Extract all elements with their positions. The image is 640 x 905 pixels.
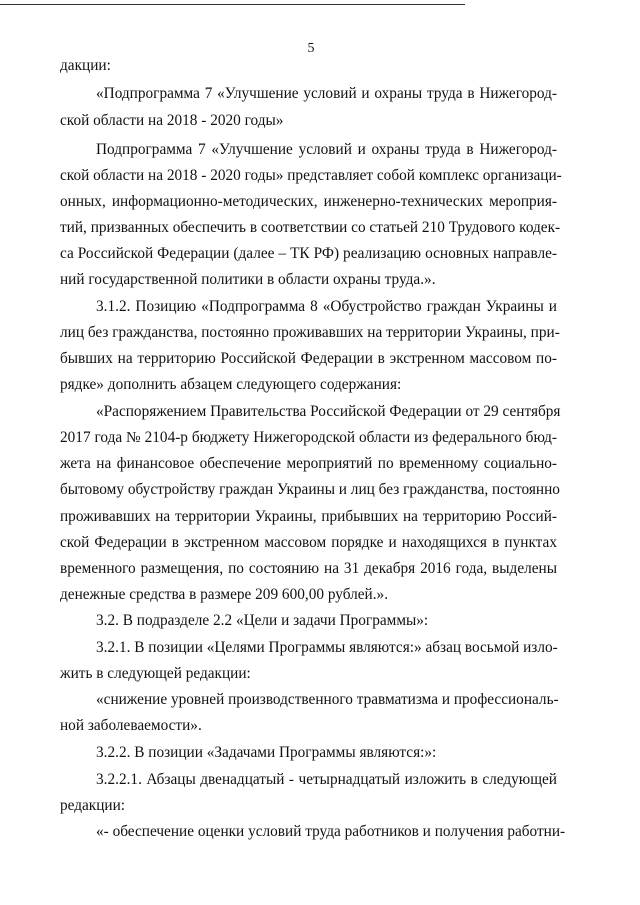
text-line: са Российской Федерации (далее – ТК РФ) реализацию основных направле-	[60, 245, 557, 262]
text-line: бывших на территорию Российской Федерации в экстренном массовом по-	[60, 350, 557, 367]
text-line: временного размещения, по состоянию на 31 декабря 2016 года, выделены	[60, 560, 557, 577]
text-line: «- обеспечение оценки условий труда работников и получения работни-	[96, 823, 566, 840]
text-line: ний государственной политики в области охраны труда.».	[60, 271, 436, 288]
text-line: 3.2.2.1. Абзацы двенадцатый - четырнадцатый изложить в следующей	[96, 771, 557, 788]
text-line: «Распоряжением Правительства Российской Федерации от 29 сентября	[96, 403, 561, 420]
text-line: дакции:	[60, 57, 111, 74]
text-line: лиц без гражданства, постоянно проживавших на территории Украины, при-	[60, 324, 560, 341]
text-line: рядке» дополнить абзацем следующего содержания:	[60, 376, 402, 393]
text-line: 3.2. В подразделе 2.2 «Цели и задачи Программы»:	[96, 612, 429, 629]
text-line: 3.2.2. В позиции «Задачами Программы являются:»:	[96, 744, 437, 761]
text-line: 3.1.2. Позицию «Подпрограмма 8 «Обустройство граждан Украины и	[96, 298, 557, 315]
text-line: редакции:	[60, 797, 126, 814]
text-line: 3.2.1. В позиции «Целями Программы являются:» абзац восьмой изло-	[96, 639, 558, 656]
page-number: 5	[307, 41, 315, 56]
text-line: «снижение уровней производственного травматизма и профессиональ-	[96, 691, 559, 708]
text-line: 2017 года № 2104-р бюджету Нижегородской области из федерального бюд-	[60, 429, 557, 446]
text-line: денежные средства в размере 209 600,00 рублей.».	[60, 586, 389, 603]
top-border-line	[0, 4, 465, 5]
text-line: жета на финансовое обеспечение мероприятий по временному социально-	[60, 455, 557, 472]
text-line: ной заболеваемости».	[60, 717, 202, 734]
text-line: онных, информационно-методических, инженерно-технических мероприя-	[60, 193, 557, 210]
text-line: ской области на 2018 - 2020 годы»	[60, 112, 284, 129]
text-line: жить в следующей редакции:	[60, 665, 251, 682]
text-line: Подпрограмма 7 «Улучшение условий и охраны труда в Нижегород-	[96, 141, 557, 158]
text-line: тий, призванных обеспечить в соответствии со статьей 210 Трудового кодек-	[60, 219, 561, 236]
text-line: проживавших на территории Украины, прибывших на территорию Россий-	[60, 508, 557, 525]
text-line: бытовому обустройству граждан Украины и лиц без гражданства, постоянно	[60, 481, 560, 498]
text-line: «Подпрограмма 7 «Улучшение условий и охраны труда в Нижегород-	[96, 85, 557, 102]
text-line: ской области на 2018 - 2020 годы» представляет собой комплекс организаци-	[60, 167, 562, 184]
text-line: ской Федерации в экстренном массовом порядке и находящихся в пунктах	[60, 534, 557, 551]
